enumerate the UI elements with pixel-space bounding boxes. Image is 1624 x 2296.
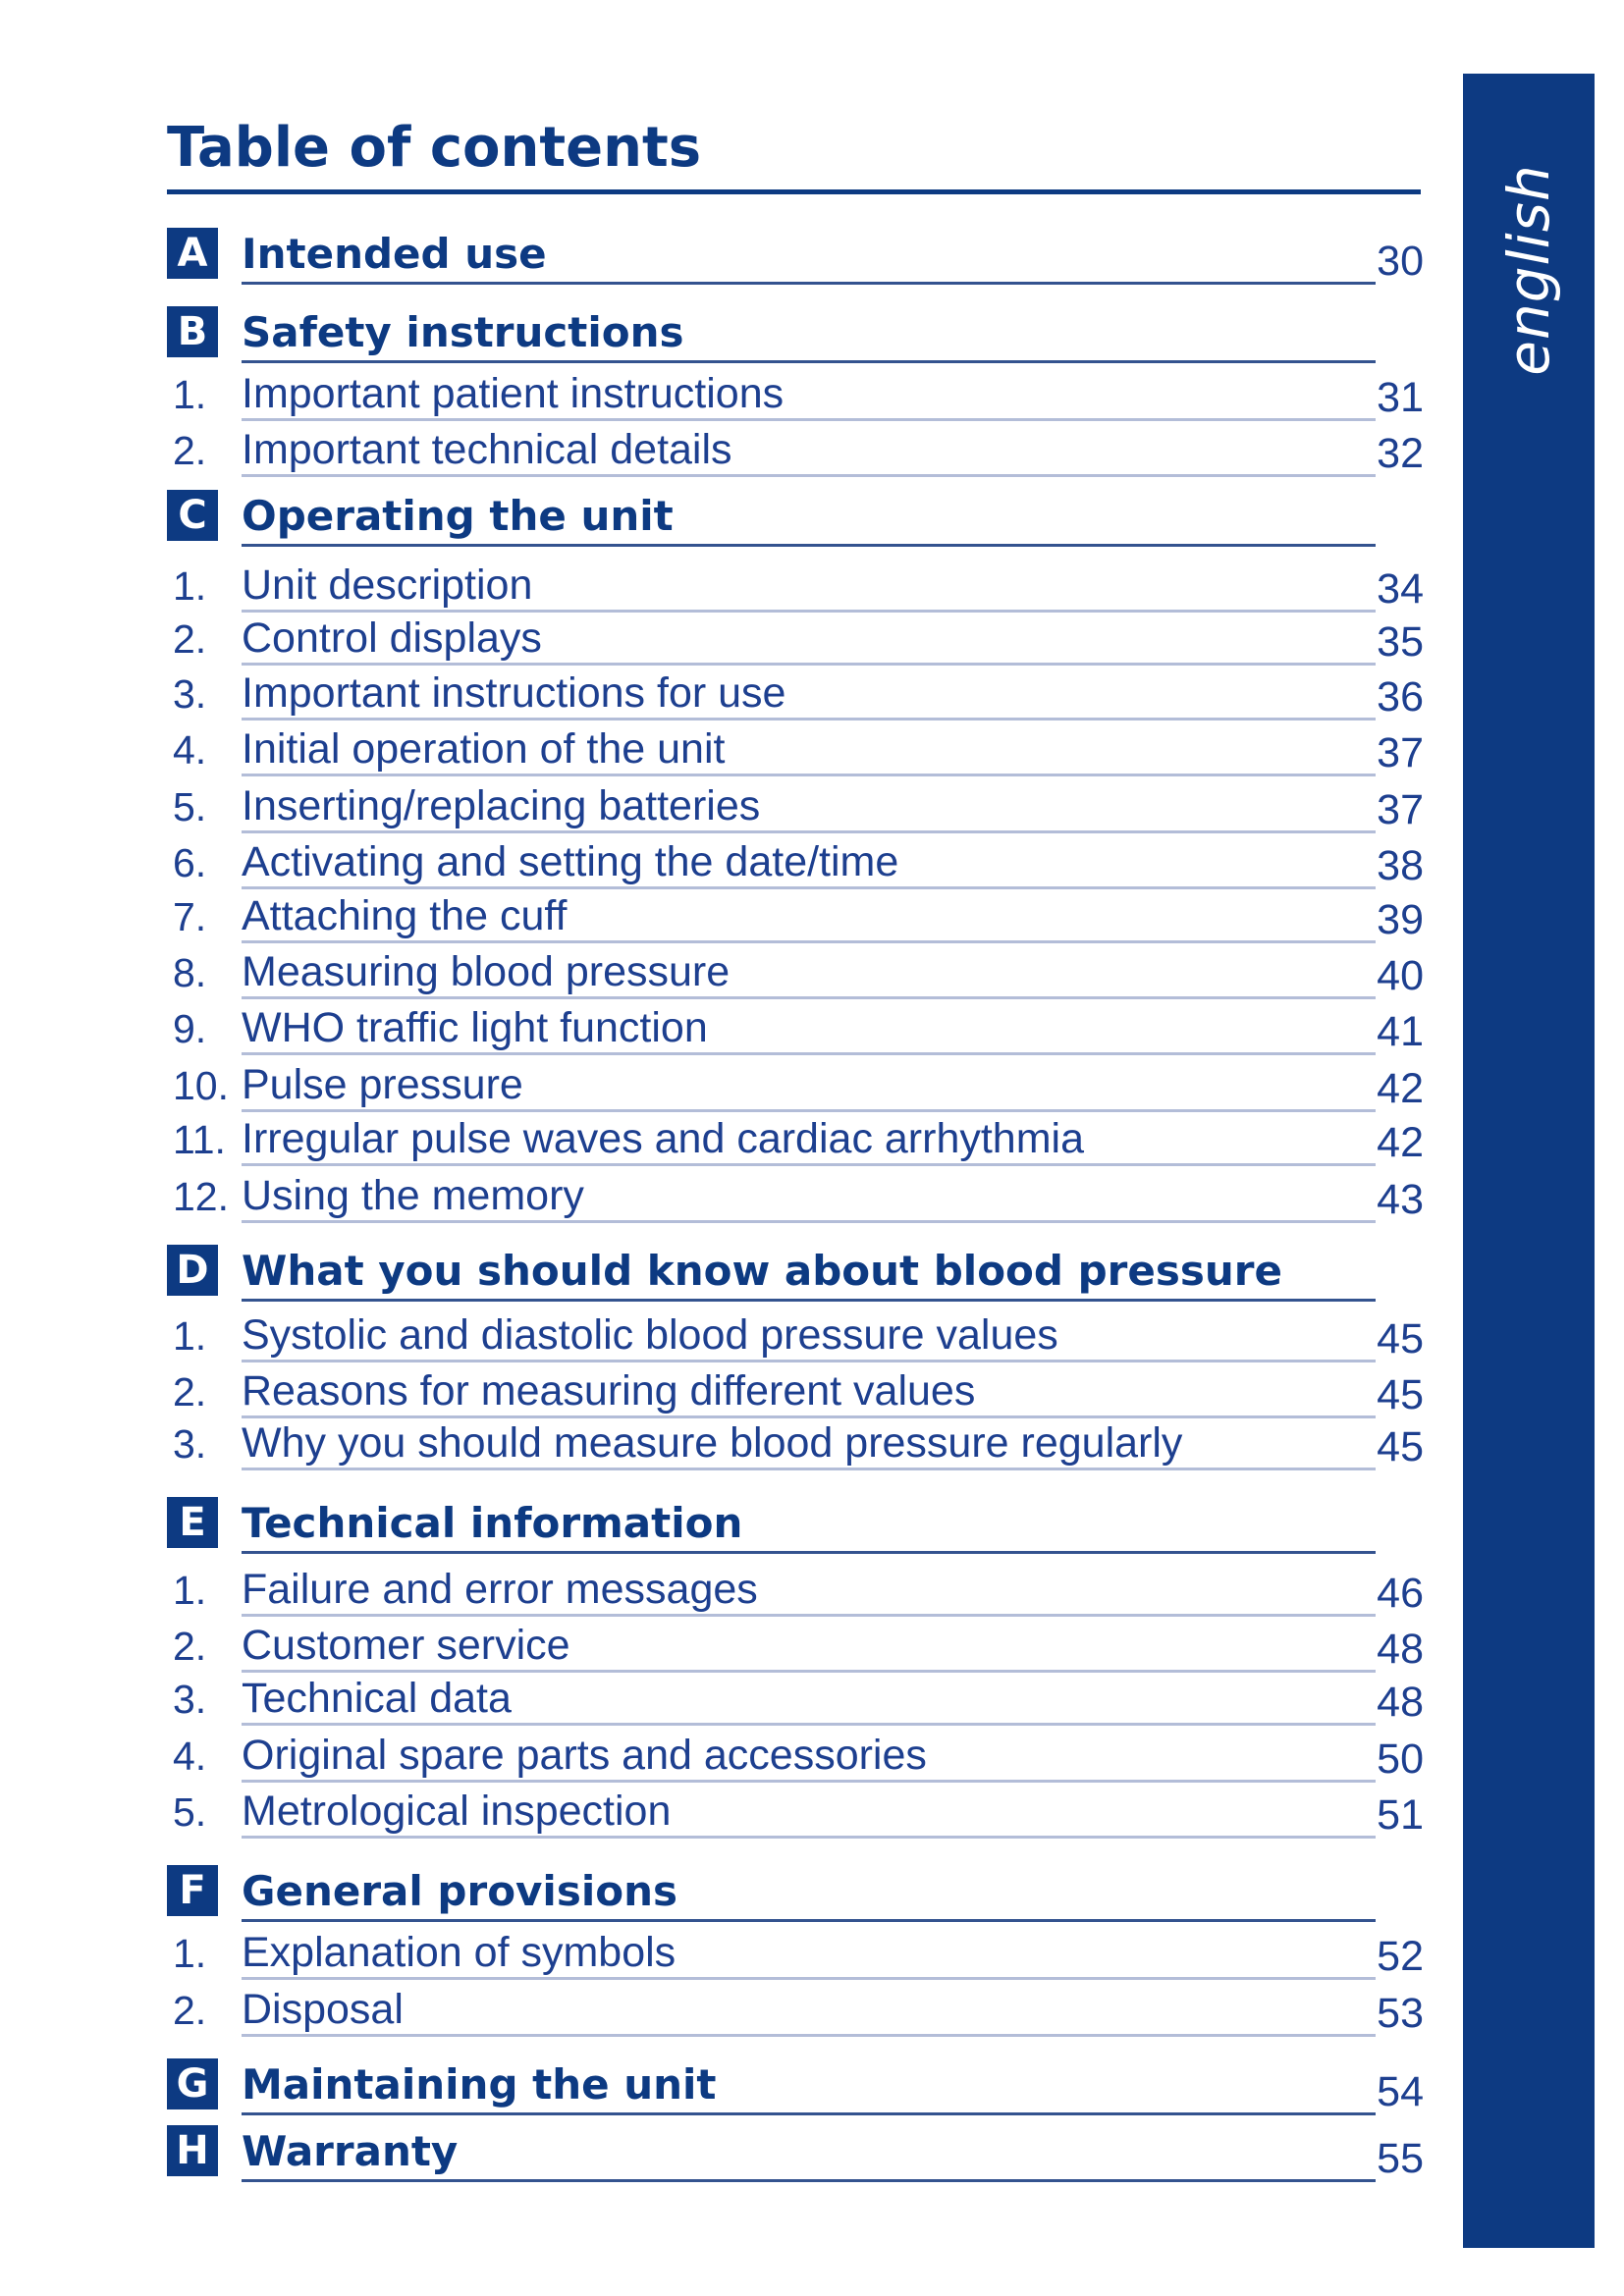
section-title: General provisions — [242, 1867, 677, 1915]
item-number: 2. — [173, 1624, 207, 1669]
toc-section — [0, 302, 1453, 361]
page-number: 50 — [1377, 1735, 1424, 1783]
page-number: 42 — [1377, 1119, 1424, 1166]
item-title: Original spare parts and accessories — [242, 1732, 927, 1779]
leader-rule — [242, 2112, 1376, 2115]
item-number: 10. — [173, 1063, 229, 1108]
section-title: Warranty — [242, 2127, 459, 2175]
toc-section — [0, 2121, 1453, 2180]
toc-section — [0, 1493, 1453, 1552]
page-number: 48 — [1377, 1626, 1424, 1673]
leader-rule — [242, 1468, 1376, 1470]
item-number: 1. — [173, 372, 207, 417]
toc-item — [0, 1358, 1453, 1416]
toc-item — [0, 605, 1453, 664]
page-number: 37 — [1377, 786, 1424, 833]
page-number: 35 — [1377, 618, 1424, 666]
item-number: 8. — [173, 950, 207, 995]
toc-item — [0, 1722, 1453, 1781]
item-number: 5. — [173, 1789, 207, 1835]
item-number: 1. — [173, 1568, 207, 1613]
item-number: 11. — [173, 1117, 226, 1162]
toc-item — [0, 773, 1453, 831]
toc-item — [0, 1162, 1453, 1221]
item-title: Control displays — [242, 614, 542, 662]
item-title: Technical data — [242, 1675, 512, 1722]
item-title: Important instructions for use — [242, 669, 786, 717]
item-title: Important patient instructions — [242, 370, 785, 417]
toc-item — [0, 716, 1453, 774]
page-number: 39 — [1377, 896, 1424, 943]
item-number: 9. — [173, 1006, 207, 1051]
item-number: 12. — [173, 1174, 229, 1219]
page-number: 37 — [1377, 729, 1424, 776]
language-label: english — [1495, 164, 1562, 376]
page-number: 43 — [1377, 1176, 1424, 1223]
section-letter-badge: H — [167, 2125, 218, 2176]
page-number: 36 — [1377, 673, 1424, 721]
toc-section — [0, 1861, 1453, 1920]
item-number: 2. — [173, 1369, 207, 1415]
toc-item — [0, 360, 1453, 419]
leader-rule — [242, 1836, 1376, 1839]
item-title: Failure and error messages — [242, 1566, 758, 1613]
item-title: Unit description — [242, 561, 533, 609]
toc-item — [0, 882, 1453, 941]
item-number: 1. — [173, 1931, 207, 1976]
item-number: 3. — [173, 1677, 207, 1722]
leader-rule — [242, 544, 1376, 547]
section-letter-badge: G — [167, 2058, 218, 2109]
toc-item — [0, 1612, 1453, 1671]
page-number: 32 — [1377, 430, 1424, 477]
leader-rule — [242, 2179, 1376, 2182]
toc-item — [0, 1051, 1453, 1110]
toc-item — [0, 828, 1453, 887]
item-title: Explanation of symbols — [242, 1929, 677, 1976]
item-number: 1. — [173, 563, 207, 609]
section-letter-badge: C — [167, 490, 218, 541]
item-number: 1. — [173, 1313, 207, 1359]
item-title: Attaching the cuff — [242, 892, 568, 939]
page-number: 41 — [1377, 1008, 1424, 1055]
item-title: Measuring blood pressure — [242, 948, 731, 995]
item-number: 6. — [173, 840, 207, 885]
language-tab — [1463, 74, 1595, 2248]
section-title: Intended use — [242, 230, 547, 278]
section-title: What you should know about blood pressure — [242, 1247, 1282, 1295]
item-title: Disposal — [242, 1986, 404, 2033]
page-number: 53 — [1377, 1990, 1424, 2037]
item-title: Inserting/replacing batteries — [242, 782, 761, 829]
leader-rule — [242, 2034, 1376, 2037]
toc-item — [0, 1976, 1453, 2035]
item-number: 2. — [173, 428, 207, 473]
toc-section — [0, 486, 1453, 545]
toc-item — [0, 1302, 1453, 1361]
page-number: 52 — [1377, 1933, 1424, 1980]
leader-rule — [242, 1220, 1376, 1223]
page-number: 45 — [1377, 1423, 1424, 1470]
page-number: 34 — [1377, 565, 1424, 613]
item-number: 7. — [173, 894, 207, 939]
toc-item — [0, 1556, 1453, 1615]
item-number: 2. — [173, 616, 207, 662]
page-number: 45 — [1377, 1315, 1424, 1362]
item-title: WHO traffic light function — [242, 1004, 708, 1051]
toc-item — [0, 552, 1453, 611]
item-number: 5. — [173, 784, 207, 829]
page-number: 30 — [1377, 238, 1424, 285]
item-title: Irregular pulse waves and cardiac arrhythmia — [242, 1115, 1085, 1162]
item-title: Important technical details — [242, 426, 732, 473]
page-number: 54 — [1377, 2068, 1424, 2115]
item-number: 2. — [173, 1988, 207, 2033]
toc-section — [0, 1241, 1453, 1300]
toc-item — [0, 938, 1453, 997]
item-title: Activating and setting the date/time — [242, 838, 899, 885]
page-number: 55 — [1377, 2135, 1424, 2182]
toc-item — [0, 660, 1453, 719]
section-title: Maintaining the unit — [242, 2060, 717, 2109]
section-title: Operating the unit — [242, 492, 674, 540]
page-number: 31 — [1377, 374, 1424, 421]
item-title: Initial operation of the unit — [242, 725, 726, 773]
item-title: Pulse pressure — [242, 1061, 523, 1108]
item-title: Systolic and diastolic blood pressure values — [242, 1311, 1058, 1359]
leader-rule — [242, 474, 1376, 477]
page-number: 42 — [1377, 1065, 1424, 1112]
page-number: 51 — [1377, 1791, 1424, 1839]
page-number: 38 — [1377, 842, 1424, 889]
section-letter-badge: A — [167, 228, 218, 279]
toc-item — [0, 1105, 1453, 1164]
toc-section — [0, 224, 1453, 283]
section-letter-badge: D — [167, 1245, 218, 1296]
toc-item — [0, 1665, 1453, 1724]
toc-item — [0, 994, 1453, 1053]
page-title: Table of contents — [167, 116, 702, 180]
section-title: Safety instructions — [242, 308, 684, 356]
toc-item — [0, 1778, 1453, 1837]
page-number: 48 — [1377, 1679, 1424, 1726]
section-title: Technical information — [242, 1499, 743, 1547]
section-letter-badge: B — [167, 306, 218, 357]
toc-item — [0, 416, 1453, 475]
item-number: 4. — [173, 727, 207, 773]
leader-rule — [242, 282, 1376, 285]
item-title: Why you should measure blood pressure regularly — [242, 1419, 1183, 1467]
item-number: 4. — [173, 1734, 207, 1779]
item-number: 3. — [173, 671, 207, 717]
leader-rule — [242, 1551, 1376, 1554]
page-number: 40 — [1377, 952, 1424, 999]
item-title: Metrological inspection — [242, 1788, 672, 1835]
section-letter-badge: E — [167, 1497, 218, 1548]
item-title: Customer service — [242, 1622, 570, 1669]
item-number: 3. — [173, 1421, 207, 1467]
toc-section — [0, 2055, 1453, 2113]
item-title: Reasons for measuring different values — [242, 1367, 976, 1415]
toc-item — [0, 1410, 1453, 1468]
page-number: 46 — [1377, 1570, 1424, 1617]
page-number: 45 — [1377, 1371, 1424, 1418]
item-title: Using the memory — [242, 1172, 584, 1219]
toc-item — [0, 1919, 1453, 1978]
section-letter-badge: F — [167, 1865, 218, 1916]
